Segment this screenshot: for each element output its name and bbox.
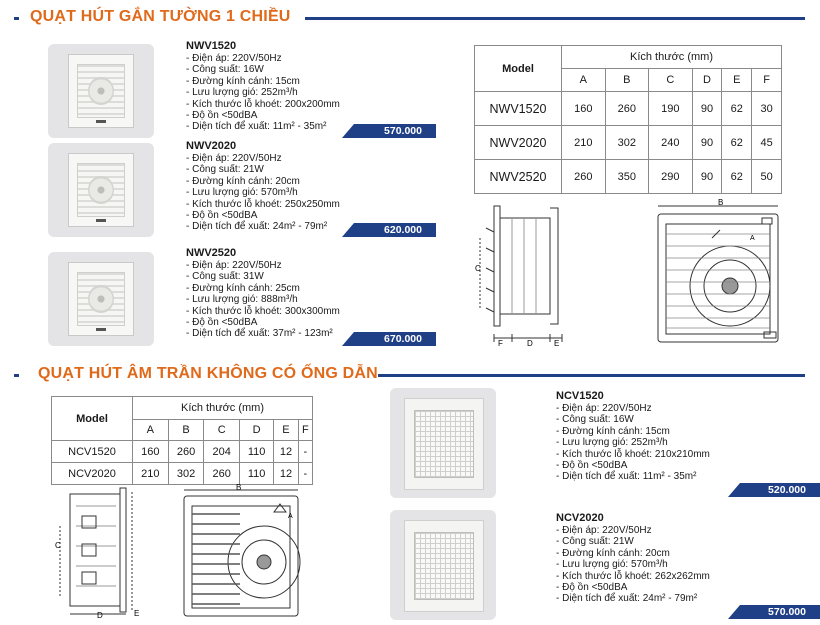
price-badge: 570.000 [740, 605, 820, 619]
section-bar [378, 374, 805, 377]
section-tick [14, 374, 19, 377]
product-photo-nwv1520 [48, 44, 154, 138]
spec-line: - Lưu lượng gió: 570m³/h [186, 187, 298, 199]
wall-fan-image [68, 262, 134, 336]
table-row: NWV2020 210 302 240 90 62 45 [475, 126, 782, 160]
col-header: A [133, 420, 169, 441]
dim-label-f: F [498, 339, 503, 348]
spec-line: - Kích thước lỗ khoét: 250x250mm [186, 198, 340, 210]
spec-line: - Lưu lượng gió: 252m³/h [556, 437, 668, 449]
spec-line: - Công suất: 21W [556, 536, 634, 548]
dimension-table-wall-fan [474, 45, 782, 194]
spec-line: - Điện áp: 220V/50Hz [186, 53, 282, 64]
section-title-wall-fan: QUẠT HÚT GẮN TƯỜNG 1 CHIỀU [30, 8, 291, 25]
spec-line: - Kích thước lỗ khoét: 300x300mm [186, 305, 340, 317]
spec-line: - Điện áp: 220V/50Hz [186, 153, 282, 164]
spec-line: - Diện tích để xuất: 11m² - 35m² [556, 471, 697, 483]
product-name: NCV2020 [556, 512, 604, 524]
wall-fan-image [68, 153, 134, 227]
product-name: NWV1520 [186, 40, 237, 52]
product-photo-nwv2020 [48, 143, 154, 237]
section-bar [305, 17, 805, 20]
price-badge: 520.000 [740, 483, 820, 497]
col-header: B [605, 69, 649, 92]
col-header: D [692, 69, 722, 92]
section-title-ceiling-fan: QUẠT HÚT ÂM TRẦN KHÔNG CÓ ỐNG DẪN [38, 365, 378, 382]
price-badge: 570.000 [354, 124, 436, 138]
col-header: F [752, 69, 782, 92]
spec-line: - Độ ồn <50dBA [556, 582, 628, 594]
product-spec-ncv2020 [556, 512, 806, 605]
table-row: NCV1520 160 260 204 110 12 - [52, 441, 313, 463]
spec-line: - Điện áp: 220V/50Hz [556, 525, 652, 536]
col-header: A [562, 69, 606, 92]
spec-line: - Công suất: 16W [186, 64, 264, 76]
wall-fan-image [68, 54, 134, 128]
spec-line: - Độ ồn <50dBA [186, 110, 258, 122]
spec-line: - Diện tích để xuất: 11m² - 35m² [186, 121, 327, 133]
spec-line: - Đường kính cánh: 20cm [186, 175, 300, 187]
table-row: NWV1520 160 260 190 90 62 30 [475, 92, 782, 126]
col-header: C [649, 69, 693, 92]
dim-label-e: E [554, 339, 560, 348]
dim-label-b: B [718, 198, 724, 207]
dim-label-c: C [475, 264, 481, 273]
spec-line: - Điện áp: 220V/50Hz [556, 403, 652, 414]
spec-line: - Độ ồn <50dBA [186, 317, 258, 329]
product-photo-ncv2020 [390, 510, 496, 620]
spec-line: - Độ ồn <50dBA [186, 210, 258, 222]
col-header: B [168, 420, 204, 441]
col-header: D [240, 420, 274, 441]
product-spec-nwv2520 [186, 247, 436, 340]
table-header-model: Model [475, 46, 562, 92]
spec-line: - Kích thước lỗ khoét: 210x210mm [556, 448, 710, 460]
col-header: C [204, 420, 240, 441]
dim-label-d: D [527, 339, 533, 348]
table-row: NWV2520 260 350 290 90 62 50 [475, 160, 782, 194]
spec-line: - Đường kính cánh: 25cm [186, 282, 300, 294]
ceiling-fan-image [404, 398, 484, 490]
table-header-model: Model [52, 397, 133, 441]
product-photo-ncv1520 [390, 388, 496, 498]
section-tick [14, 17, 19, 20]
spec-line: - Diện tích để xuất: 24m² - 79m² [556, 593, 698, 605]
product-photo-nwv2520 [48, 252, 154, 346]
dimension-table-ceiling-fan [51, 396, 313, 485]
table-header-dimensions: Kích thước (mm) [133, 397, 313, 420]
ceiling-fan-image [404, 520, 484, 612]
spec-line: - Diện tích để xuất: 37m² - 123m² [186, 328, 333, 340]
spec-line: - Công suất: 16W [556, 414, 634, 426]
table-header-dimensions: Kích thước (mm) [562, 46, 782, 69]
spec-line: - Đường kính cánh: 15cm [186, 75, 300, 87]
wall-fan-side-diagram [472, 198, 582, 348]
spec-line: - Đường kính cánh: 15cm [556, 425, 670, 437]
dim-label-e: E [134, 609, 140, 618]
product-name: NWV2520 [186, 247, 237, 259]
dim-label-a: A [288, 513, 293, 520]
spec-line: - Kích thước lỗ khoét: 262x262mm [556, 570, 710, 582]
table-row: NCV2020 210 302 260 110 12 - [52, 463, 313, 485]
spec-line: - Điện áp: 220V/50Hz [186, 260, 282, 271]
dim-label-a: A [750, 235, 755, 242]
product-name: NWV2020 [186, 140, 237, 152]
wall-fan-front-diagram [652, 198, 784, 348]
spec-line: - Công suất: 31W [186, 271, 264, 283]
spec-line: - Đường kính cánh: 20cm [556, 547, 670, 559]
ceiling-fan-side-diagram [52, 486, 172, 620]
spec-line: - Diện tích để xuất: 24m² - 79m² [186, 221, 328, 233]
col-header: F [298, 420, 312, 441]
ceiling-fan-front-diagram [180, 484, 304, 620]
spec-line: - Công suất: 21W [186, 164, 264, 176]
product-spec-nwv1520 [186, 40, 436, 133]
spec-line: - Kích thước lỗ khoét: 200x200mm [186, 98, 340, 110]
spec-line: - Lưu lượng gió: 570m³/h [556, 559, 668, 571]
dim-label-b: B [236, 484, 242, 492]
col-header: E [722, 69, 752, 92]
product-spec-ncv1520 [556, 390, 806, 483]
price-badge: 620.000 [354, 223, 436, 237]
dim-label-d: D [97, 611, 103, 620]
product-spec-nwv2020 [186, 140, 436, 233]
price-badge: 670.000 [354, 332, 436, 346]
spec-line: - Lưu lượng gió: 888m³/h [186, 294, 298, 306]
spec-line: - Độ ồn <50dBA [556, 460, 628, 472]
dim-label-c: C [55, 541, 61, 550]
col-header: E [274, 420, 298, 441]
product-name: NCV1520 [556, 390, 604, 402]
spec-line: - Lưu lượng gió: 252m³/h [186, 87, 298, 99]
